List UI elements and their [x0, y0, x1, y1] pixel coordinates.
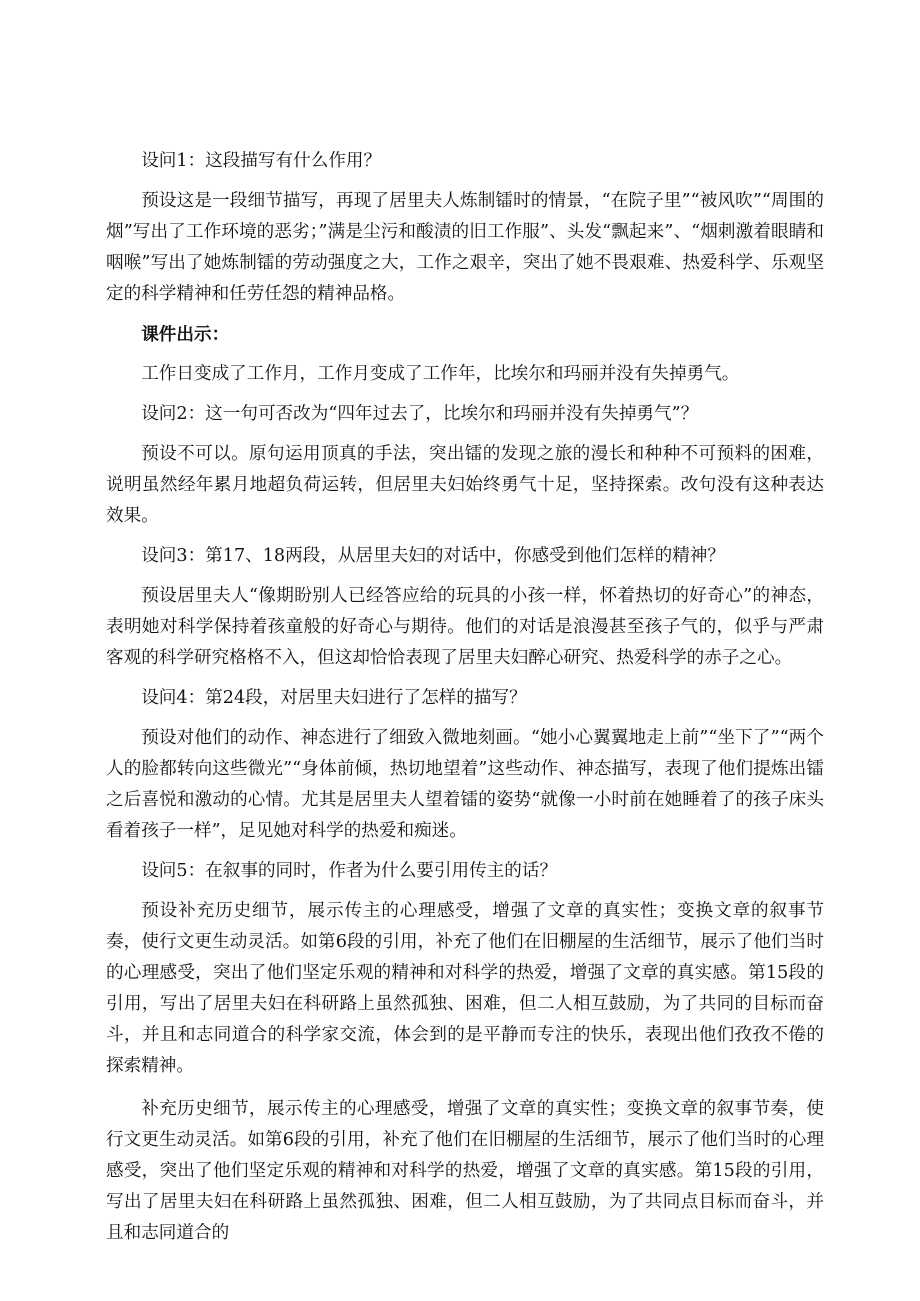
question-3: 设问3：第17、18两段，从居里夫妇的对话中，你感受到他们怎样的精神？ [141, 546, 725, 566]
answer-1: 预设这是一段细节描写，再现了居里夫人炼制镭时的情景，“在院子里”“被风吹”“周围的烟”写出了工作环境的恶劣；”满是尘污和酸渍的旧工作服”、头发“飘起来”、“烟刺激着眼睛和咽喉”写出了她炼制镭的劳动强度之大，工作之艰辛，突出了她不畏艰难、热爱科学、乐观坚定的科学精神和任劳任怨的精神品格。 [106, 191, 824, 304]
question-4: 设问4：第24段，对居里夫妇进行了怎样的描写？ [141, 688, 527, 708]
answer-2: 预设不可以。原句运用顶真的手法，突出镭的发现之旅的漫长和种种不可预料的困难，说明虽然经年累月地超负荷运转，但居里夫妇始终勇气十足，坚持探索。改句没有这种表达效果。 [106, 444, 824, 526]
courseware-heading: 课件出示： [141, 324, 230, 345]
answer-3: 预设居里夫人“像期盼别人已经答应给的玩具的小孩一样，怀着热切的好奇心”的神态，表明她对科学保持着孩童般的好奇心与期待。他们的对话是浪漫甚至孩子气的，似乎与严肃客观的科学研究格格不入，但这却恰恰表现了居里夫妇醉心研究、热爱科学的赤子之心。 [106, 586, 824, 668]
answer-4: 预设对他们的动作、神态进行了细致入微地刻画。“她小心翼翼地走上前”“坐下了”“两个人的脸都转向这些微光”“身体前倾，热切地望着”这些动作、神态描写，表现了他们提炼出镭之后喜悦和激动的心情。尤其是居里夫人望着镭的姿势“就像一小时前在她睡着了的孩子床头看着孩子一样”，足见她对科学的热爱和痴迷。 [106, 728, 824, 841]
answer-5: 预设补充历史细节，展示传主的心理感受，增强了文章的真实性；变换文章的叙事节奏，使行文更生动灵活。如第6段的引用，补充了他们在旧棚屋的生活细节，展示了他们当时的心理感受，突出了他们坚定乐观的精神和对科学的热爱，增强了文章的真实感。第15段的引用，写出了居里夫妇在科研路上虽然孤独、困难，但二人相互鼓励，为了共同的目标而奋斗，并且和志同道合的科学家交流，体会到的是平静而专注的快乐，表现出他们孜孜不倦的探索精神。 [106, 901, 824, 1076]
courseware-sentence: 工作日变成了工作月，工作月变成了工作年，比埃尔和玛丽并没有失掉勇气。 [141, 364, 740, 384]
answer-5-repeat: 补充历史细节，展示传主的心理感受，增强了文章的真实性；变换文章的叙事节奏，使行文更生动灵活。如第6段的引用，补充了他们在旧棚屋的生活细节，展示了他们当时的心理感受，突出了他们坚定乐观的精神和对科学的热爱，增强了文章的真实感。第15段的引用，写出了居里夫妇在科研路上虽然孤独、困难，但二人相互鼓励，为了共同点目标而奋斗，并且和志同道合的 [106, 1099, 824, 1243]
question-5: 设问5：在叙事的同时，作者为什么要引用传主的话？ [141, 861, 558, 881]
question-2: 设问2：这一句可否改为“四年过去了，比埃尔和玛丽并没有失掉勇气”？ [141, 404, 699, 424]
document-body [106, 146, 824, 1249]
question-1: 设问1：这段描写有什么作用？ [141, 151, 382, 171]
